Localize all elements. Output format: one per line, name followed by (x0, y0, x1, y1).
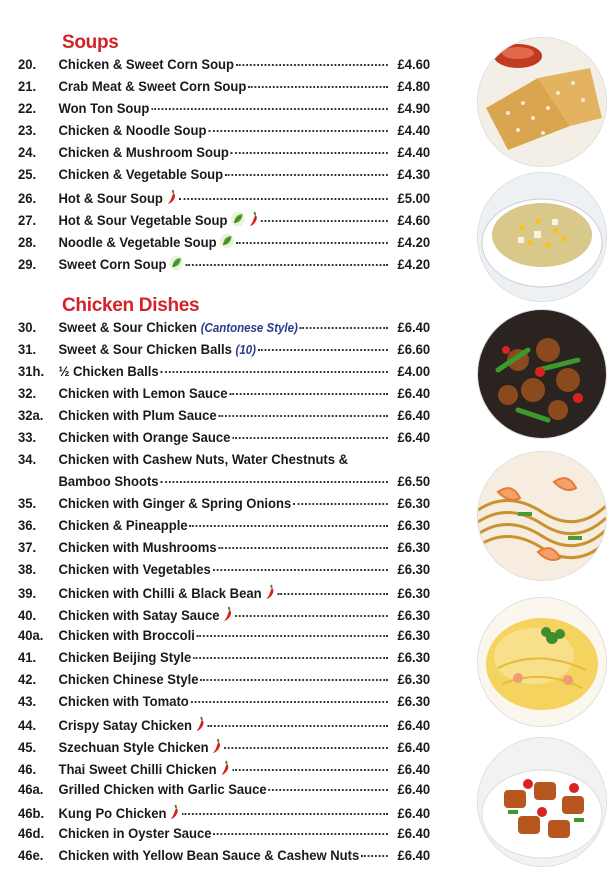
item-name: ½ Chicken Balls (58, 364, 159, 380)
item-name: Bamboo Shoots (58, 474, 159, 490)
menu-item (18, 584, 430, 606)
vegetarian-leaf-icon (219, 233, 234, 253)
item-name: Szechuan Style Chicken (58, 740, 209, 756)
item-name-wrap (58, 804, 180, 824)
chilli-icon (248, 211, 259, 231)
leader-dots (160, 481, 387, 483)
item-number: 34. (18, 452, 37, 468)
item-name: Hot & Sour Soup (58, 191, 163, 207)
item-price: £4.60 (397, 213, 431, 229)
item-name: Thai Sweet Chilli Chicken (58, 762, 217, 778)
leader-dots (236, 64, 388, 66)
item-name: Sweet & Sour Chicken Balls (58, 342, 232, 358)
item-name-wrap (58, 694, 188, 710)
item-name: Chicken with Ginger & Spring Onions (58, 496, 292, 512)
menu-item (18, 672, 430, 694)
item-price: £6.30 (397, 650, 431, 666)
item-number: 46e. (18, 848, 44, 864)
item-price: £6.30 (397, 496, 431, 512)
item-name: Chicken & Sweet Corn Soup (58, 57, 234, 73)
menu-item (18, 233, 430, 255)
leader-dots (182, 813, 388, 815)
item-name: Chicken Beijing Style (58, 650, 192, 666)
item-name: Chicken with Broccoli (58, 628, 195, 644)
item-number: 31h. (18, 364, 45, 380)
item-price: £6.30 (397, 518, 431, 534)
item-name: Chicken with Orange Sauce (58, 430, 231, 446)
item-name-wrap (58, 145, 228, 161)
item-number: 42. (18, 672, 37, 688)
leader-dots (269, 789, 388, 791)
item-number: 31. (18, 342, 37, 358)
item-number: 40. (18, 608, 37, 624)
item-name-wrap (58, 386, 227, 402)
leader-dots (218, 547, 387, 549)
item-number: 24. (18, 145, 37, 161)
item-name-wrap (58, 211, 258, 231)
item-price: £4.00 (397, 364, 431, 380)
vegetarian-leaf-icon (169, 255, 184, 275)
item-number: 46b. (18, 806, 45, 822)
menu-item (18, 562, 430, 584)
leader-dots (193, 657, 388, 659)
item-name-wrap (58, 255, 184, 275)
menu-item (18, 540, 430, 562)
leader-dots (225, 174, 388, 176)
leader-dots (258, 349, 388, 351)
item-name-wrap (58, 584, 275, 604)
item-name: Chicken with Cashew Nuts, Water Chestnuts & (58, 452, 349, 468)
menu-item (18, 826, 430, 848)
item-name: Chicken with Lemon Sauce (58, 386, 228, 402)
item-name: Chicken with Mushrooms (58, 540, 217, 556)
item-name-wrap (58, 452, 348, 468)
item-number: 46. (18, 762, 37, 778)
noodles-prawns-photo (478, 452, 606, 580)
item-price: £6.40 (397, 848, 431, 864)
menu-item (18, 628, 430, 650)
item-number: 25. (18, 167, 37, 183)
item-name-wrap (58, 496, 291, 512)
item-price: £4.40 (397, 123, 431, 139)
menu-item (18, 606, 430, 628)
item-price: £6.40 (397, 806, 431, 822)
item-number: 44. (18, 718, 37, 734)
item-number: 43. (18, 694, 37, 710)
item-note: (10) (235, 343, 256, 357)
leader-dots (248, 86, 388, 88)
item-name: Crispy Satay Chicken (58, 718, 192, 734)
menu-item (18, 101, 430, 123)
item-name: Crab Meat & Sweet Corn Soup (58, 79, 247, 95)
item-name: Sweet Corn Soup (58, 257, 167, 273)
menu-item (18, 760, 430, 782)
menu-item (18, 738, 430, 760)
item-price: £6.40 (397, 320, 431, 336)
item-number: 21. (18, 79, 37, 95)
item-price: £6.30 (397, 694, 431, 710)
item-name-wrap (58, 408, 216, 424)
leader-dots (186, 264, 388, 266)
item-price: £6.40 (397, 740, 431, 756)
menu-item (18, 408, 430, 430)
item-name: Chicken & Pineapple (58, 518, 188, 534)
item-number: 35. (18, 496, 37, 512)
item-number: 30. (18, 320, 37, 336)
leader-dots (179, 198, 388, 200)
item-number: 38. (18, 562, 37, 578)
menu-item (18, 694, 430, 716)
item-name-wrap (58, 540, 216, 556)
menu-item (18, 364, 430, 386)
item-price: £4.80 (397, 79, 431, 95)
item-price: £6.40 (397, 430, 431, 446)
item-name-wrap (58, 101, 149, 117)
item-name-wrap (58, 320, 297, 336)
leader-dots (208, 130, 388, 132)
item-price: £6.40 (397, 386, 431, 402)
leader-dots (235, 615, 388, 617)
item-name-wrap (58, 672, 198, 688)
menu-item (18, 496, 430, 518)
menu-item (18, 386, 430, 408)
item-name: Chicken with Yellow Bean Sauce & Cashew Nuts (58, 848, 360, 864)
item-price: £4.30 (397, 167, 431, 183)
item-name-wrap (58, 716, 205, 736)
item-price: £6.60 (397, 342, 431, 358)
item-price: £6.40 (397, 782, 431, 798)
item-price: £6.30 (397, 586, 431, 602)
item-name: Chicken with Chilli & Black Bean (58, 586, 262, 602)
item-name: Noodle & Vegetable Soup (58, 235, 217, 251)
menu-item (18, 650, 430, 672)
chilli-icon (264, 584, 275, 604)
item-number: 46d. (18, 826, 45, 842)
item-number: 28. (18, 235, 37, 251)
item-price: £6.50 (397, 474, 431, 490)
item-name: Chicken & Noodle Soup (58, 123, 207, 139)
leader-dots (361, 855, 388, 857)
item-price: £6.30 (397, 628, 431, 644)
item-price: £6.40 (397, 408, 431, 424)
item-name: Chicken with Plum Sauce (58, 408, 217, 424)
item-price: £6.40 (397, 826, 431, 842)
chilli-icon (211, 738, 222, 758)
item-price: £4.60 (397, 57, 431, 73)
item-number: 29. (18, 257, 37, 273)
item-number: 32a. (18, 408, 44, 424)
menu-item (18, 189, 430, 211)
menu-item (18, 518, 430, 540)
item-name-wrap (58, 650, 191, 666)
item-name-wrap (58, 364, 158, 380)
menu-item (18, 430, 430, 452)
chilli-chicken-photo (478, 310, 606, 438)
leader-dots (277, 593, 388, 595)
item-name-wrap (58, 342, 255, 358)
leader-dots (293, 503, 388, 505)
item-number: 27. (18, 213, 37, 229)
item-price: £4.20 (397, 235, 431, 251)
item-name: Kung Po Chicken (58, 806, 167, 822)
item-name-wrap (58, 123, 206, 139)
item-number: 37. (18, 540, 37, 556)
menu-item (18, 342, 430, 364)
item-price: £6.30 (397, 672, 431, 688)
item-name-wrap (58, 562, 210, 578)
item-name: Chicken in Oyster Sauce (58, 826, 212, 842)
leader-dots (236, 242, 388, 244)
item-name-wrap (58, 782, 266, 798)
menu-item (18, 167, 430, 189)
item-name-wrap (58, 233, 234, 253)
item-note: (Cantonese Style) (200, 321, 298, 335)
menu-item (18, 452, 430, 474)
leader-dots (189, 525, 387, 527)
item-name: Won Ton Soup (58, 101, 150, 117)
item-name-wrap (58, 189, 176, 209)
item-name-wrap (58, 474, 158, 490)
item-number: 33. (18, 430, 37, 446)
item-name-wrap (58, 79, 246, 95)
item-name-wrap (58, 167, 223, 183)
item-number: 41. (18, 650, 37, 666)
chilli-icon (222, 606, 233, 626)
menu-item (18, 211, 430, 233)
leader-dots (261, 220, 388, 222)
item-number: 23. (18, 123, 37, 139)
item-number: 26. (18, 191, 37, 207)
leader-dots (218, 415, 387, 417)
leader-dots (232, 769, 388, 771)
chilli-icon (195, 716, 206, 736)
leader-dots (200, 679, 388, 681)
item-name: Sweet & Sour Chicken (58, 320, 198, 336)
leader-dots (300, 327, 388, 329)
menu-item (18, 474, 430, 496)
item-name: Chicken & Mushroom Soup (58, 145, 229, 161)
leader-dots (191, 701, 388, 703)
item-name-wrap (58, 518, 187, 534)
menu-item (18, 57, 430, 79)
item-number: 46a. (18, 782, 44, 798)
item-number: 22. (18, 101, 37, 117)
chilli-icon (219, 760, 230, 780)
leader-dots (208, 725, 388, 727)
item-price: £6.30 (397, 562, 431, 578)
item-name-wrap (58, 760, 230, 780)
leader-dots (224, 747, 388, 749)
item-name-wrap (58, 738, 222, 758)
menu-item (18, 848, 430, 870)
item-number: 39. (18, 586, 37, 602)
leader-dots (197, 635, 388, 637)
chilli-icon (166, 189, 177, 209)
item-number: 36. (18, 518, 37, 534)
sweetcorn-soup-photo (478, 173, 606, 301)
leader-dots (229, 393, 388, 395)
item-number: 40a. (18, 628, 44, 644)
item-number: 20. (18, 57, 37, 73)
item-price: £6.30 (397, 608, 431, 624)
item-name-wrap (58, 628, 194, 644)
vegetarian-leaf-icon (230, 211, 245, 231)
sesame-toast-photo (478, 38, 606, 166)
item-price: £6.30 (397, 540, 431, 556)
section-title: Soups (62, 32, 119, 53)
menu-item (18, 255, 430, 277)
menu-item (18, 320, 430, 342)
kung-po-chicken-photo (478, 738, 606, 866)
item-name: Hot & Sour Vegetable Soup (58, 213, 228, 229)
menu-item (18, 804, 430, 826)
egg-fu-yung-photo (478, 598, 606, 726)
item-name: Chicken with Satay Sauce (58, 608, 220, 624)
item-price: £4.40 (397, 145, 431, 161)
item-name: Chicken with Tomato (58, 694, 189, 710)
menu-item (18, 123, 430, 145)
leader-dots (213, 833, 387, 835)
item-name-wrap (58, 606, 233, 626)
item-number: 32. (18, 386, 37, 402)
item-name: Grilled Chicken with Garlic Sauce (58, 782, 267, 798)
leader-dots (231, 152, 388, 154)
menu-item (18, 716, 430, 738)
item-price: £6.40 (397, 762, 431, 778)
item-name: Chicken with Vegetables (58, 562, 211, 578)
item-name-wrap (58, 848, 359, 864)
item-price: £5.00 (397, 191, 431, 207)
menu-item (18, 782, 430, 804)
section-title: Chicken Dishes (62, 295, 200, 316)
menu-item (18, 79, 430, 101)
item-name: Chicken & Vegetable Soup (58, 167, 224, 183)
item-price: £6.40 (397, 718, 431, 734)
menu-item (18, 145, 430, 167)
item-name-wrap (58, 430, 230, 446)
chilli-icon (169, 804, 180, 824)
leader-dots (160, 371, 387, 373)
item-name-wrap (58, 57, 234, 73)
item-name-wrap (58, 826, 211, 842)
leader-dots (151, 108, 388, 110)
leader-dots (232, 437, 388, 439)
leader-dots (213, 569, 388, 571)
item-name: Chicken Chinese Style (58, 672, 199, 688)
item-price: £4.90 (397, 101, 431, 117)
item-price: £4.20 (397, 257, 431, 273)
item-number: 45. (18, 740, 37, 756)
